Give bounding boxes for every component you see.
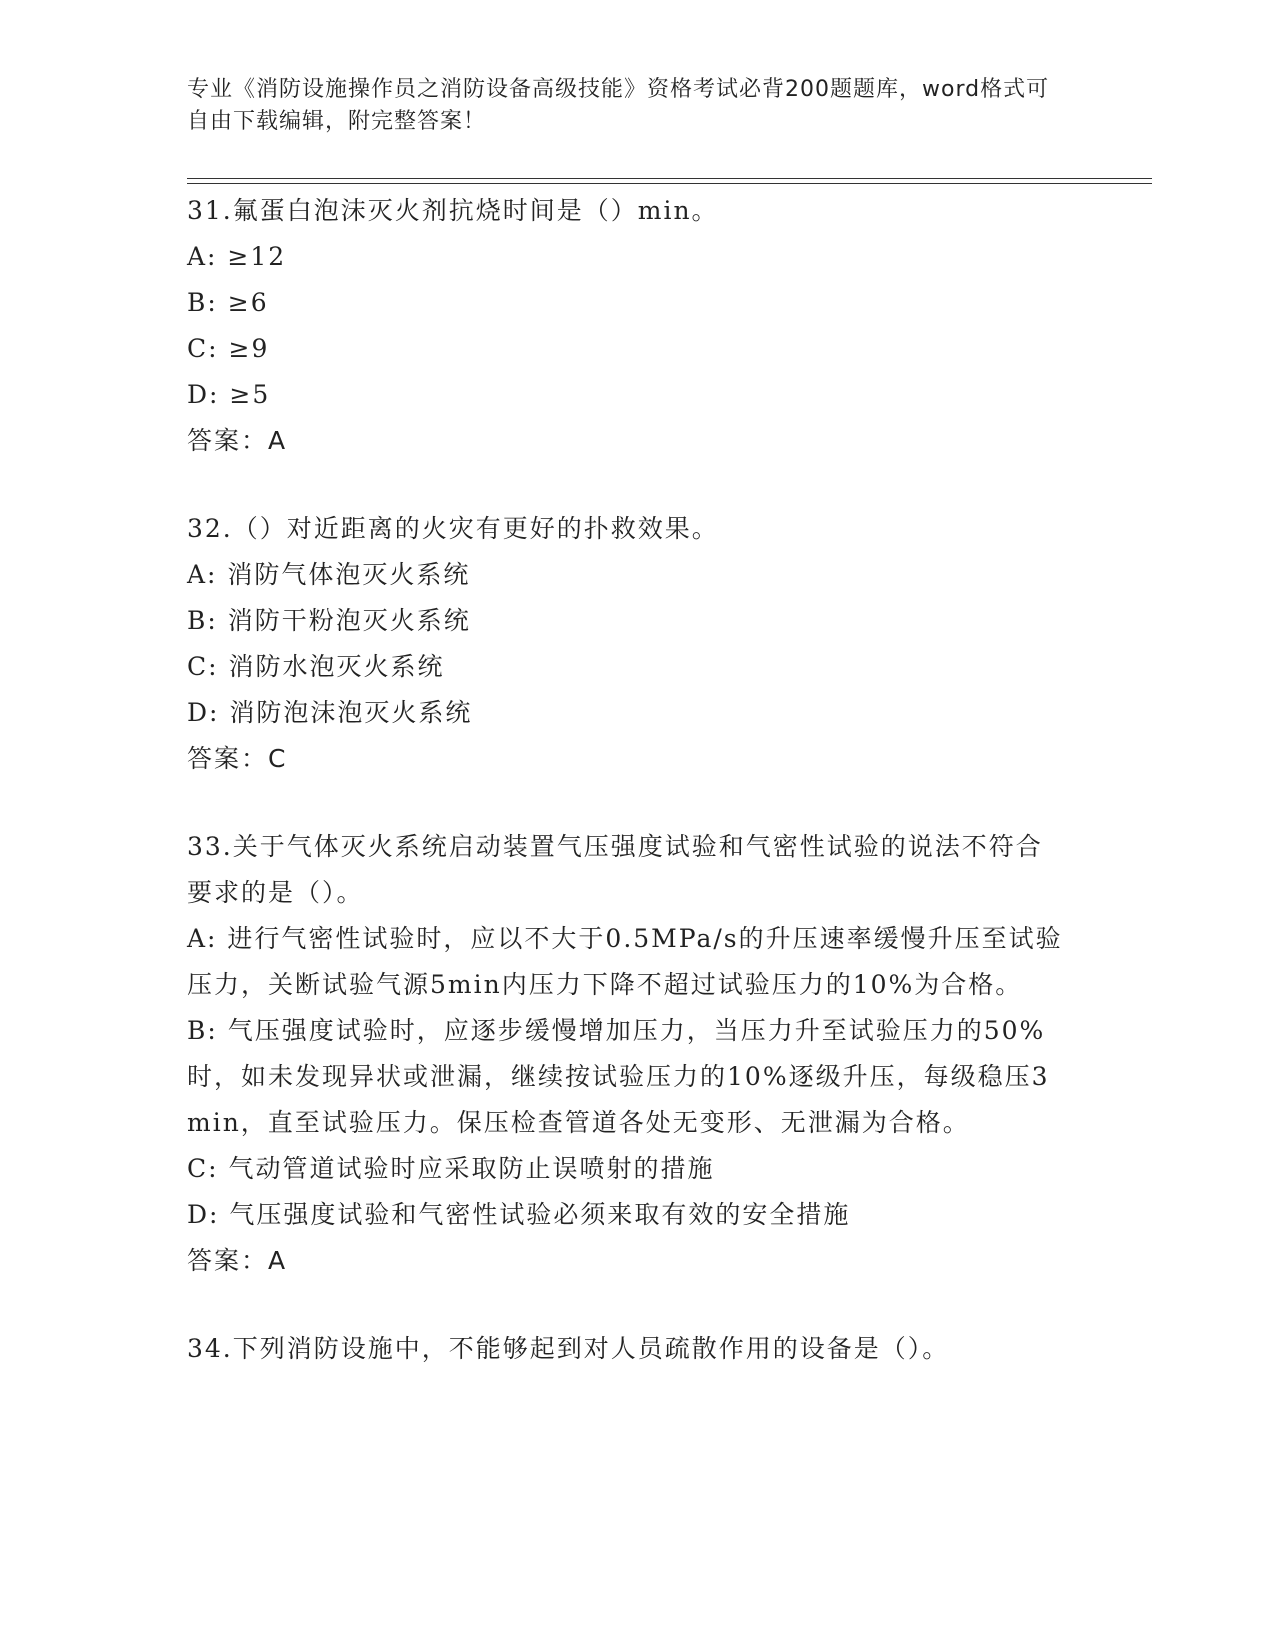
answer-label: 答案：A xyxy=(187,1246,288,1275)
option-a: A: 进行气密性试验时，应以不大于0.5MPa/s的升压速率缓慢升压至试验压力，关断试验气源5min内压力下降不超过试验压力的10%为合格。 xyxy=(187,924,1063,999)
option-c: C: 消防水泡灭火系统 xyxy=(187,652,445,681)
question-33 xyxy=(187,824,1067,1284)
option-d: D: 消防泡沫泡灭火系统 xyxy=(187,698,473,727)
option-a: A: ≥12 xyxy=(187,242,287,271)
option-b: B: 消防干粉泡灭火系统 xyxy=(187,606,471,635)
question-32 xyxy=(187,506,1067,782)
option-c: C: ≥9 xyxy=(187,334,270,363)
option-a: A: 消防气体泡灭火系统 xyxy=(187,560,471,589)
question-stem: 33.关于气体灭火系统启动装置气压强度试验和气密性试验的说法不符合要求的是（）。 xyxy=(187,832,1043,907)
header-divider-top xyxy=(187,178,1152,179)
answer-label: 答案：C xyxy=(187,744,288,773)
question-stem: 34.下列消防设施中，不能够起到对人员疏散作用的设备是（）。 xyxy=(187,1334,950,1363)
question-31 xyxy=(187,188,1067,464)
option-d: D: ≥5 xyxy=(187,380,271,409)
answer-label: 答案：A xyxy=(187,426,288,455)
document-header: 专业《消防设施操作员之消防设备高级技能》资格考试必背200题题库，word格式可自由下载编辑，附完整答案！ xyxy=(187,77,1050,134)
option-d: D: 气压强度试验和气密性试验必须来取有效的安全措施 xyxy=(187,1200,851,1229)
question-list xyxy=(187,188,1067,1372)
option-b: B: 气压强度试验时，应逐步缓慢增加压力，当压力升至试验压力的50%时，如未发现异状或泄漏，继续按试验压力的10%逐级升压，每级稳压3min，直至试验压力。保压检查管道各处无变形、无泄漏为合格。 xyxy=(187,1016,1050,1137)
question-34 xyxy=(187,1326,1067,1372)
header-divider-bottom xyxy=(187,183,1152,184)
question-stem: 32.（）对近距离的火灾有更好的扑救效果。 xyxy=(187,514,719,543)
option-b: B: ≥6 xyxy=(187,288,269,317)
option-c: C: 气动管道试验时应采取防止误喷射的措施 xyxy=(187,1154,715,1183)
question-stem: 31.氟蛋白泡沫灭火剂抗烧时间是（）min。 xyxy=(187,196,719,225)
